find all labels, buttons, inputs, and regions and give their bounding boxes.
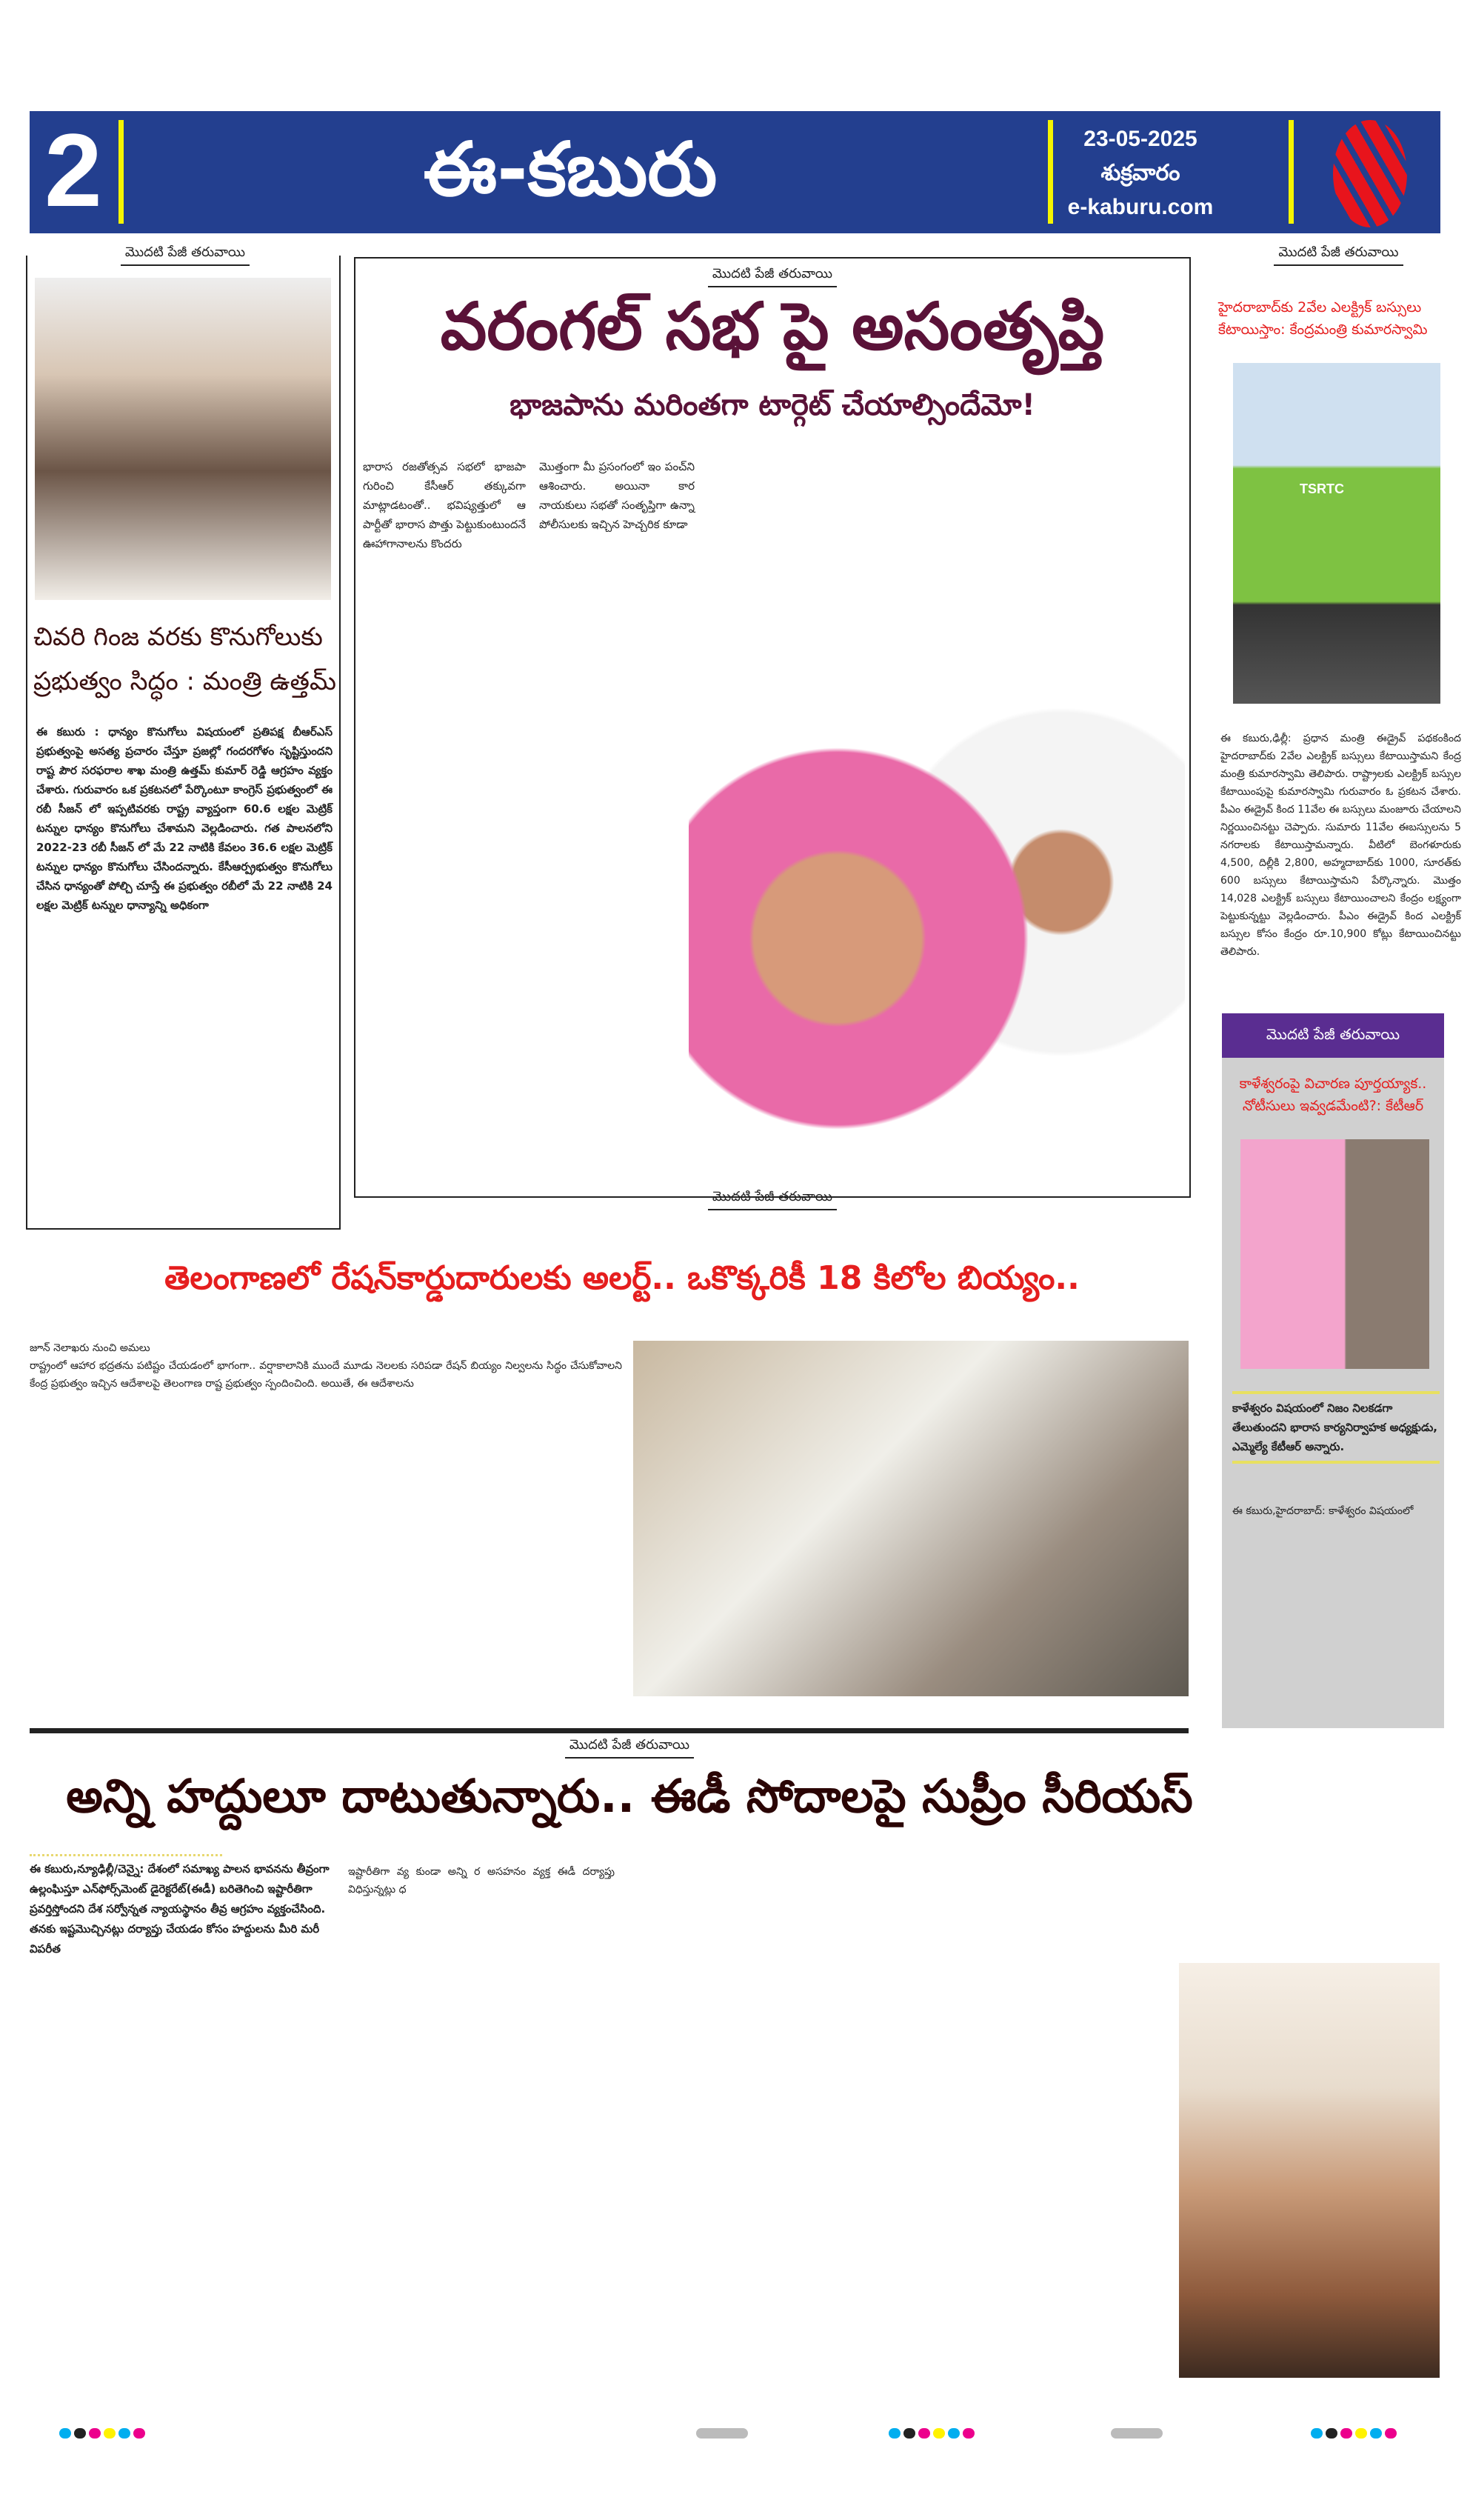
ktr-headline[interactable]: కాళేశ్వరంపై విచారణ పూర్తయ్యాక.. నోటీసులు ఇవ్వడమేంటి?: కేటీఆర్ (1239, 1076, 1427, 1114)
bus-headline[interactable]: హైదరాబాద్‌కు 2వేల ఎలక్ట్రిక్ బస్సులు కేటాయిస్తాం: కేంద్రమంత్రి కుమారస్వామి (1218, 299, 1428, 338)
center-subheadline: భాజపాను మరింతగా టార్గెట్ చేయాల్సిందేమో! (510, 388, 1035, 422)
rice-distribution-photo (633, 1341, 1189, 1696)
divider (1048, 120, 1053, 224)
ration-text: రాష్ట్రంలో ఆహార భద్రతను పటిష్టం చేయడంలో భాగంగా.. వర్షాకాలానికి ముందే మూడు నెలలకు సరిపడా రేషన్ బియ్యం నిల్వలను సిద్ధం చేసుకోవాలని కేంద్ర ప్రభుత్వం ఇచ్చిన ఆదేశాలపై తెలంగాణ రాష్ట ప్రభుత్వం స్పందించింది. అయితే, ఈ ఆదేశాలను (30, 1360, 622, 1390)
ration-body (30, 1339, 622, 1393)
ktr-story (1222, 1058, 1444, 1728)
center-headline[interactable]: వరంగల్ సభ పై అసంతృప్తి (440, 288, 1105, 364)
logo-icon (1333, 120, 1407, 227)
ration-subhead: జూన్ నెలాఖరు నుంచి అమలు (30, 1342, 150, 1354)
kicker: మొదటి పేజీ తరువాయి (355, 266, 1189, 284)
print-color-bar (59, 2428, 145, 2439)
date-block (1066, 122, 1215, 224)
decor-rule (30, 1854, 222, 1856)
print-color-bar (1311, 2428, 1397, 2439)
website-link[interactable]: e-kaburu.com (1067, 195, 1214, 219)
print-color-bar (889, 2428, 975, 2439)
minister-photo (35, 278, 331, 600)
ktr-photo (1240, 1139, 1429, 1369)
center-story (354, 257, 1191, 1198)
kicker: మొదటి పేజీ తరువాయి (30, 244, 341, 263)
sc-headline[interactable]: అన్ని హద్దులూ దాటుతున్నారు.. ఈడీ సోదాలపై సుప్రీం సీరియస్ (66, 1769, 1193, 1823)
sc-lead: ఈ కబురు,న్యూఢిల్లీ/చెన్నై: దేశంలో సమాఖ్య పాలన భావనను తీవ్రంగా ఉల్లంఘిస్తూ ఎన్‌ఫోర్స్‌మెంట్ డైరెక్టరేట్(ఈడీ) బరితెగించి ఇష్టారీతిగా ప్రవర్తిస్తోందని దేశ సర్వోన్నత న్యాయస్థానం తీవ్ర ఆగ్రహం వ్యక్తంచేసింది. తనకు ఇష్టమొచ్చినట్లు దర్యాప్తు చేయడం కోసం హద్దులను మీరి మరీ విపరీత (30, 1862, 330, 1956)
kicker: మొదటి పేజీ తరువాయి (44, 1737, 1215, 1756)
ktr-kicker: మొదటి పేజీ తరువాయి (1222, 1013, 1444, 1058)
ration-headline[interactable]: తెలంగాణలో రేషన్‌కార్డుదారులకు అలర్ట్.. ఒకొక్కరికీ 18 కిలోల బియ్యం.. (164, 1259, 1080, 1297)
newspaper-title: ఈ-కబురు (423, 126, 718, 213)
center-col2: మొత్తంగా మీ ప్రసంగంలో ఇం పంచ్‌ని ఆశించారు. అయినా కార నాయకులు సభతో సంతృప్తిగా ఉన్నా పోలీసులకు ఇచ్చిన హెచ్చరిక కూడా (539, 460, 695, 531)
ktr-body: ఈ కబురు,హైదరాబాద్: కాళేశ్వరం విషయంలో (1232, 1505, 1414, 1517)
divider (1289, 120, 1294, 224)
page-number: 2 (44, 112, 102, 228)
leaders-photo (689, 629, 1185, 1192)
bus-body: ఈ కబురు,ఢిల్లీ: ప్రధాన మంత్రి ఈడ్రైవ్ పథకంకింద హైదరాబాద్‌కు 2వేల ఎలక్ట్రిక్ బస్సులు కేటాయిస్తామని కేంద్ర మంత్రి కుమారస్వామి తెలిపారు. రాష్ట్రాలకు ఎలక్ట్రిక్ బస్సుల కేటాయింపుపై కుమారస్వామి గురువారం ఓ ప్రకటన చేశారు. పీఎం ఈడ్రైవ్ కింద 11వేల ఈ బస్సులు మంజూరు చేయాలని నిర్ణయించినట్టు చెప్పారు. సుమారు 11వేల ఈబస్సులను 5 నగరాలకు కేటాయిస్తామన్నారు. వీటిలో బెంగళూరుకు 4,500, దిల్లీకి 2,800, అహ్మదాబాద్‌కు 1000, సూరత్‌కు 600 బస్సులు కేటాయిస్తామని పేర్కొన్నారు. మొత్తం 14,028 ఎలక్ట్రిక్ బస్సులు కేటాయించాలని కేంద్రం లక్ష్యంగా పెట్టుకున్నట్టు వెల్లడించారు. పీఎం ఈడ్రైవ్ కింద ఎలక్ట్రిక్ బస్సుల కోసం కేంద్రం రూ.10,900 కోట్లు కేటాయించినట్టు తెలిపారు. (1220, 733, 1461, 958)
print-gray-bar (696, 2428, 748, 2439)
kicker: మొదటి పేజీ తరువాయి (1215, 244, 1463, 263)
sc-col2: ఇష్టారీతిగా వ్య కుండా అన్ని ర అసహనం వ్యక్త ఈడీ దర్యాప్తు విధిస్తున్నట్లు ధ (348, 1866, 615, 1896)
left-body: ఈ కబురు : ధాన్యం కొనుగోలు విషయంలో ప్రతిపక్ష బీఆర్ఎస్ ప్రభుత్వంపై అసత్య ప్రచారం చేస్తూ ప్రజల్లో గందరగోళం సృష్టిస్తుందని రాష్ట పౌర సరఫరాల శాఖ మంత్రి ఉత్తమ్ కుమార్ రెడ్డి ఆగ్రహం వ్యక్తం చేశారు. గురువారం ఒక ప్రకటనలో పేర్కొంటూ కాంగ్రెస్ ప్రభుత్వంలో ఈ రబీ సీజన్ లో ఇప్పటివరకు రాష్ట్ర వ్యాప్తంగా 60.6 లక్షల మెట్రిక్ టన్నుల ధాన్యం కొనుగోలు చేశామని వెల్లడించారు. గత పాలనలోని 2022-23 రబీ సీజన్ లో మే 22 నాటికి కేవలం 36.6 లక్షల మెట్రిక్ టన్నుల ధాన్యం కొనుగోలు చేసిందన్నారు. కేసీఆర్ప్రభుత్వం కొనుగోలు చేసిన ధాన్యంతో పోల్చి చూస్తే ఈ ప్రభుత్వం రబీలో మే 22 నాటికి 24 లక్షల మెట్రిక్ టన్నుల ధాన్యాన్ని అధికంగా (36, 725, 333, 912)
section-divider (30, 1728, 1189, 1733)
ktr-summary: కాళేశ్వరం విషయంలో నిజం నిలకడగా తేలుతుందని భారాస కార్యనిర్వాహక అధ్యక్షుడు, ఎమ్మెల్యే కేటీఆర్ అన్నారు. (1232, 1391, 1440, 1464)
bus-label: TSRTC (1300, 481, 1344, 496)
print-gray-bar (1111, 2428, 1163, 2439)
masthead (30, 111, 1440, 233)
left-headline[interactable]: చివరి గింజ వరకు కొనుగోలుకు ప్రభుత్వం సిద్ధం : మంత్రి ఉత్తమ్ (33, 622, 336, 696)
electric-bus-photo (1233, 363, 1440, 704)
weekday: శుక్రవారం (1100, 161, 1180, 185)
center-col1: భారాస రజతోత్సవ సభలో భాజపా గురించి కేసీఆర్ తక్కువగా మాట్లాడటంతో.. భవిష్యత్తులో ఆ పార్టీతో భారాస పొత్తు పెట్టుకుంటుందనే ఊహాగానాలను కొందరు (363, 460, 526, 550)
left-story (26, 256, 341, 1230)
kicker: మొదటి పేజీ తరువాయి (354, 1189, 1191, 1207)
date: 23-05-2025 (1083, 127, 1197, 151)
supreme-court-photo (1179, 1963, 1440, 2378)
